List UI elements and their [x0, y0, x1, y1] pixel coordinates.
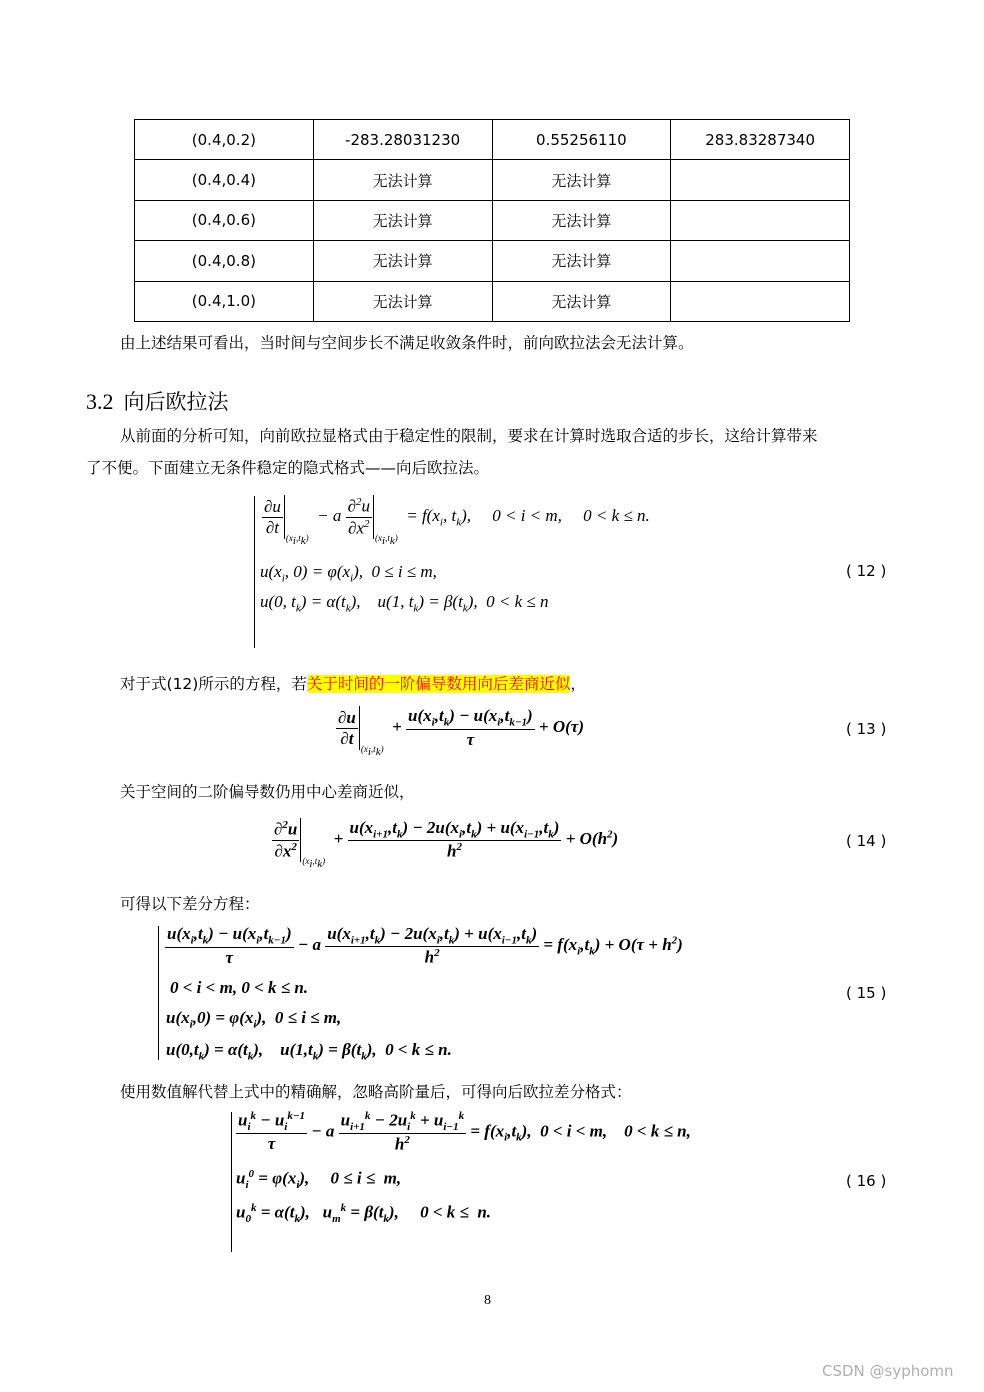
table-cell [671, 281, 850, 321]
table-cell: 无法计算 [492, 241, 671, 281]
eq16-line-1: $\frac{u_i^k - u_i^{k-1}}{\tau}$ − a $\frac{u_{i+1}^k - 2u_i^k + u_{i-1}^k}{h^2}$ = $f(x_i,t_k)$, 0 < i < m, 0 < k ≤ n, [238, 1110, 691, 1154]
table-cell: 无法计算 [313, 200, 492, 240]
conclusion-text: 由上述结果可看出，当时间与空间步长不满足收敛条件时，前向欧拉法会无法计算。 [120, 334, 694, 352]
table-cell: 无法计算 [492, 160, 671, 200]
table-cell: 无法计算 [313, 160, 492, 200]
eq12-line-3: u(0, $t_k) = \alpha(t_k)$, u(1, $t_k) = \beta(t_k)$, 0 < k ≤ n [260, 592, 549, 615]
eq14-intro: 关于空间的二阶偏导数仍用中心差商近似， [120, 783, 415, 801]
eq15-intro: 可得以下差分方程： [120, 895, 260, 913]
eq12-line-1: $\frac{\partial u}{\partial t}$ $_{(x_i,t_k)}$ − a $\frac{\partial^2u}{\partial x^2}$ $_{(x_i,t_k)} = f(x_i$, $t_k$), 0 < i < m, 0 < k ≤ n. [264, 495, 650, 547]
eq13-intro: 对于式(12)所示的方程，若关于时间的一阶偏导数用向后差商近似， [120, 675, 586, 693]
eq16-line-2: $u_i^0 = \varphi(x_i)$, 0 ≤ i ≤ m, [236, 1168, 402, 1192]
section-number: 3.2 [86, 389, 114, 414]
table-cell: 无法计算 [492, 200, 671, 240]
eq15-line-4: $u(0,t_k) = \alpha(t_k)$, $u(1,t_k) = \beta(t_k)$, 0 < k ≤ n. [166, 1040, 452, 1063]
eq13-number: ( 13 ) [846, 720, 887, 738]
table-cell [671, 160, 850, 200]
eq16-line-3: $u_0^k = \alpha(t_k)$, $u_m^k = \beta(t_k)$, 0 < k ≤ n. [236, 1202, 492, 1226]
results-table [134, 119, 850, 322]
eq12-number: ( 12 ) [846, 562, 887, 580]
intro-line-1: 从前面的分析可知，向前欧拉显格式由于稳定性的限制，要求在计算时选取合适的步长，这给计算带来 [120, 427, 818, 445]
table-row [135, 241, 850, 281]
eq15-line-1: $\frac{u(x_i,t_k) - u(x_i,t_{k-1})}{\tau}$ − a $\frac{u(x_{i+1},t_k) - 2u(x_i,t_k) + u(x_{i-1},t_k)}{h^2}$ = $f(x_i,t_k) + O(\tau + h^2)$ [167, 924, 683, 968]
eq16-intro: 使用数值解代替上式中的精确解，忽略高阶量后，可得向后欧拉差分格式： [120, 1083, 632, 1101]
section-title: 向后欧拉法 [123, 390, 229, 414]
intro-line-2: 了不便。下面建立无条件稳定的隐式格式——向后欧拉法。 [86, 459, 490, 477]
table-cell: 无法计算 [313, 241, 492, 281]
table-cell [671, 200, 850, 240]
table-row [135, 160, 850, 200]
watermark: CSDN @syphomn [822, 1362, 954, 1380]
table-row [135, 120, 850, 160]
table-cell: (0.4,0.4) [135, 160, 314, 200]
eq13-line: $\frac{\partial u}{\partial t}$ $_{(x_i,t_k)}$ + $\frac{u(x_i,t_k) - u(x_i,t_{k-1})}{\tau}$ + O(τ) [338, 706, 584, 758]
page-number: 8 [484, 1293, 491, 1308]
eq15-brace [158, 926, 159, 1060]
table-cell [671, 241, 850, 281]
table-cell: -283.28031230 [313, 120, 492, 160]
table-cell: (0.4,1.0) [135, 281, 314, 321]
table-cell: (0.4,0.6) [135, 200, 314, 240]
eq16-number: ( 16 ) [846, 1172, 887, 1190]
table-cell: (0.4,0.2) [135, 120, 314, 160]
table-row [135, 200, 850, 240]
table-cell: 283.83287340 [671, 120, 850, 160]
table-cell: 0.55256110 [492, 120, 671, 160]
section-heading [86, 386, 229, 416]
eq14-line: $\frac{\partial^2u}{\partial x^2}$ $_{(x_i,t_k)}$ + $\frac{u(x_{i+1},t_k) - 2u(x_i,t_k) + u(x_{i-1},t_k)}{h^2}$ + $O(h^2)$ [274, 818, 619, 870]
eq15-line-2: 0 < i < m, 0 < k ≤ n. [170, 978, 309, 997]
eq12-line-2: $u(x_i$, $0) = \varphi(x_i)$, 0 ≤ i ≤ m, [260, 562, 437, 585]
table-cell: 无法计算 [313, 281, 492, 321]
table-row [135, 281, 850, 321]
table-cell: (0.4,0.8) [135, 241, 314, 281]
eq14-number: ( 14 ) [846, 832, 887, 850]
highlighted-text: 关于时间的一阶偏导数用向后差商近似 [306, 675, 571, 693]
eq16-brace [231, 1112, 232, 1252]
eq15-line-3: $u(x_i,0) = \varphi(x_i)$, 0 ≤ i ≤ m, [166, 1008, 342, 1031]
table-cell: 无法计算 [492, 281, 671, 321]
eq15-number: ( 15 ) [846, 984, 887, 1002]
eq12-brace [254, 496, 255, 648]
